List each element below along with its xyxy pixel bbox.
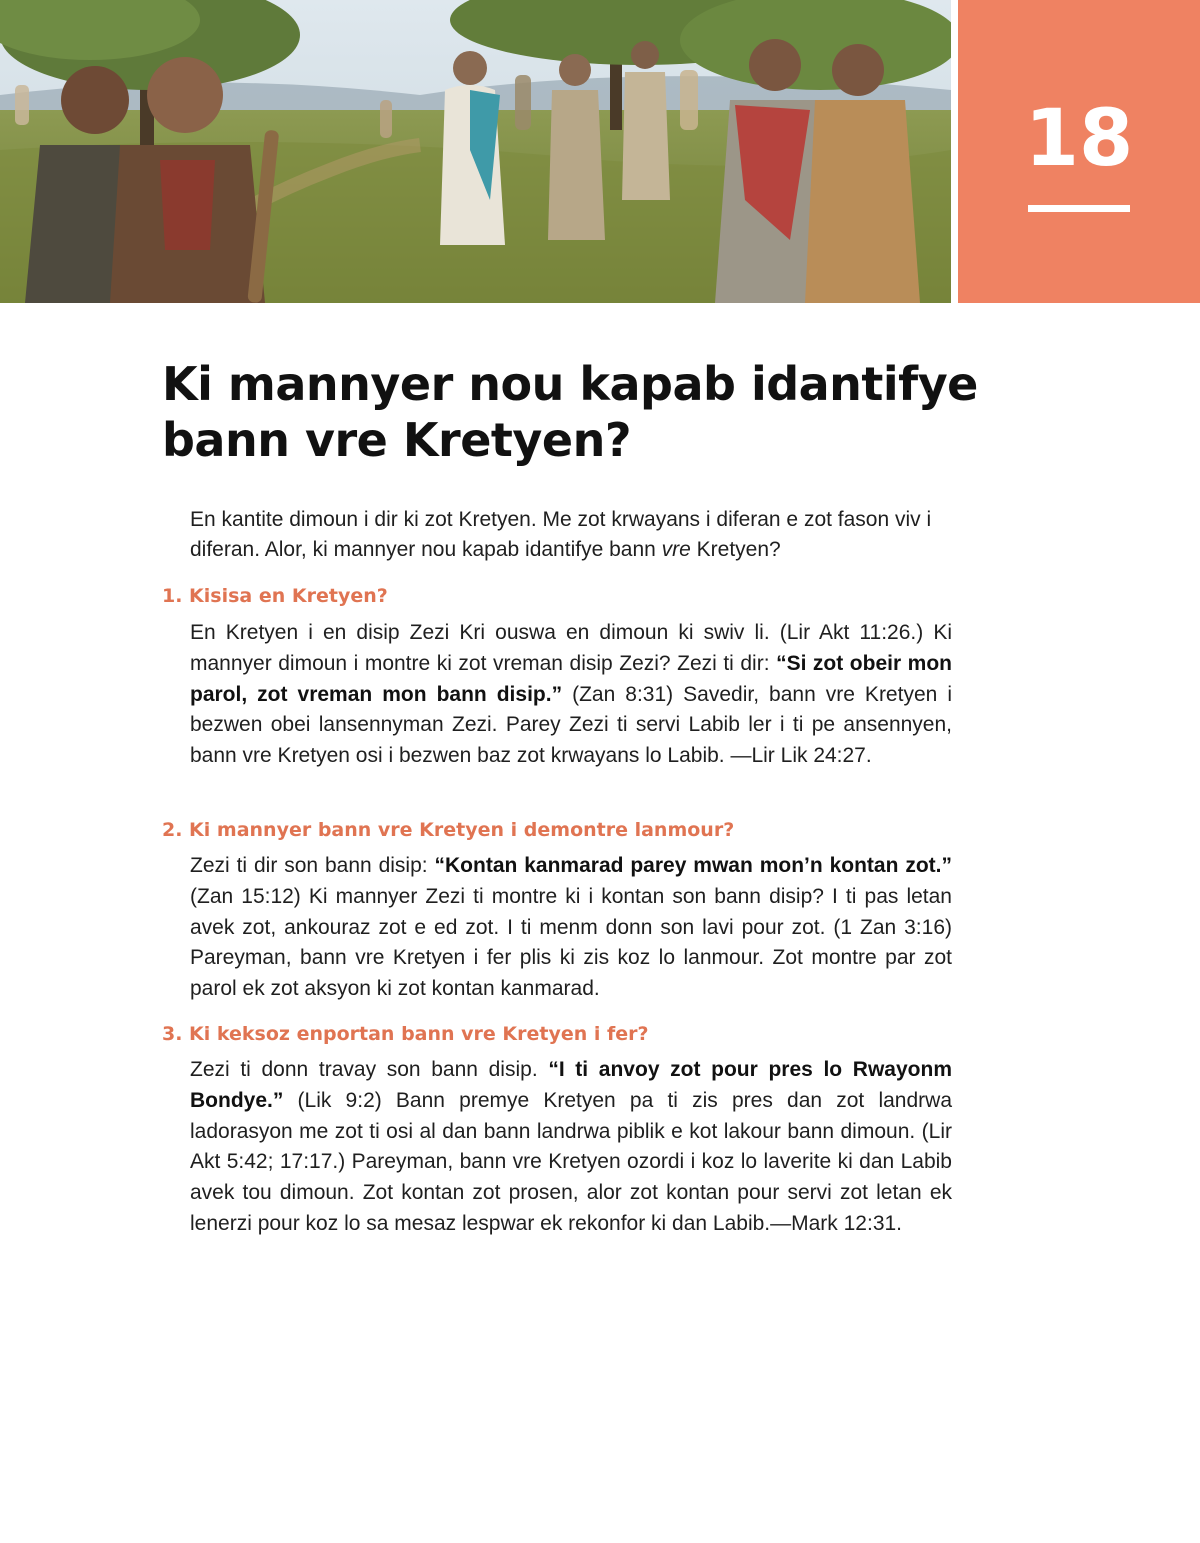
section-body-2 <box>190 851 952 1005</box>
section-2-text-b: (Zan 15:12) Ki mannyer Zezi ti montre ki i kontan son bann disip? I ti pas letan avek zot, ankouraz zot e ed zot. I ti menm donn son lavi pour zot. (1 Zan 3:16) Pareyman, bann vre Kretyen i fer plis ki zis koz lo lanmour. Zot montre par zot parol ek zot aksyon ki zot kontan kanmarad. <box>190 884 952 1001</box>
lesson-number-box <box>958 0 1200 303</box>
section-3-text-b: (Lik 9:2) Bann premye Kretyen pa ti zis pres dan zot landrwa ladorasyon me zot ti osi al dan bann landrwa piblik e kot lakour bann dimoun. (Lir Akt 5:42; 17:17.) Pareyman, bann vre Kretyen ozordi i koz lo laverite ki dan Labib avek tou dimoun. Zot kontan zot prosen, alor zot kontan pour servi zot letan ek lenerzi pour koz lo sa mesaz lespwar ek rekonfor ki dan Labib.—Mark 12:31. <box>190 1088 952 1235</box>
intro-text-2: Kretyen? <box>690 538 781 561</box>
section-2-text-a: Zezi ti dir son bann disip: <box>190 854 435 877</box>
intro-italic: vre <box>661 538 691 561</box>
section-1-text-b: (Zan 8:31) Savedir, bann vre Kretyen i bezwen obei lansennyman Zezi. Parey Zezi ti servi Labib ler i ti pe ansennyen, bann vre Kretyen osi i bezwen baz zot krwayans lo Labib. —Lir Lik 24:27. <box>190 682 952 768</box>
section-3-text-a: Zezi ti donn travay son bann disip. <box>190 1058 549 1081</box>
section-heading-2: 2. Ki mannyer bann vre Kretyen i demontre lanmour? <box>162 819 735 841</box>
section-2-quote: “Kontan kanmarad parey mwan mon’n kontan zot.” <box>434 854 952 877</box>
lesson-number: 18 <box>1024 94 1134 184</box>
banner-image <box>0 0 951 303</box>
intro-text-1: En kantite dimoun i dir ki zot Kretyen. Me zot krwayans i diferan e zot fason viv i diferan. Alor, ki mannyer nou kapab idantifye bann <box>190 508 932 561</box>
lesson-number-underline <box>1028 205 1130 212</box>
section-heading-3: 3. Ki keksoz enportan bann vre Kretyen i fer? <box>162 1023 649 1045</box>
section-body-1 <box>190 618 952 772</box>
section-body-3 <box>190 1055 952 1240</box>
section-3-quote: “I ti anvoy zot pour pres lo Rwayonm Bondye.” <box>190 1058 952 1112</box>
section-heading-1: 1. Kisisa en Kretyen? <box>162 585 388 607</box>
intro-paragraph <box>190 505 952 565</box>
section-1-text-a: En Kretyen i en disip Zezi Kri ouswa en dimoun ki swiv li. (Lir Akt 11:26.) Ki mannyer dimoun i montre ki zot vreman disip Zezi? Zezi ti dir: <box>190 621 952 675</box>
section-1-quote: “Si zot obeir mon parol, zot vreman mon bann disip.” <box>190 651 952 706</box>
page-title: Ki mannyer nou kapab idantifye bann vre Kretyen? <box>162 357 978 467</box>
